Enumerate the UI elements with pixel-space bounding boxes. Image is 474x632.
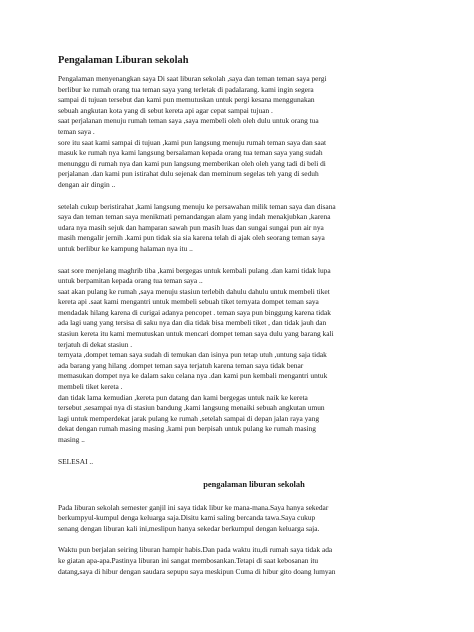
text-line: tersebut ,sesampai nya di stasiun bandung ,kami langsung menaiki sebuah angkutan umun [58,403,325,413]
text-line: berlibur ke rumah orang tua teman saya yang terletak di padalarang. kami ingin segera [58,84,314,94]
text-line: sebuah angkutan kota yang di sebut kereta api agar cepat sampai tujuan . [58,105,273,115]
text-line: terjatuh di dekat stasiun . [58,339,133,349]
text-line: saat perjalanan menuju rumah teman saya ,saya membeli oleh oleh dulu untuk orang tua [58,116,319,126]
story-section-2 [58,503,450,578]
text-line: mendadak hilang karena di curigai adanya pencopet . teman saya pun binggung karena tidak [58,307,331,317]
text-line: ternyata ,dompet teman saya sudah di temukan dan isinya pun tetap utuh ,untung saja tidak [58,350,327,360]
text-line: Waktu pun berjalan seiring liburan hampir habis.Dan pada waktu itu,di rumah saya tidak ada [58,545,333,555]
paragraph [58,74,450,191]
text-line: ada lagi uang yang tersisa di saku nya dan dia tidak bisa membeli tiket , dan tidak jauh dan [58,318,327,328]
paragraph-block [58,503,450,535]
text-line: Pengalaman menyenangkan saya Di saat liburan sekolah ,saya dan teman teman saya pergi [58,74,327,83]
text-line: membeli tiket kereta . [58,382,123,392]
text-line: saya dan teman teman saya menikmati pemandangan alam yang indah menakjubkan ,karena [58,212,331,222]
document-page [58,54,450,588]
second-title: pengalaman liburan sekolah [203,479,305,489]
paragraph-block [58,266,450,446]
text-line: berkumpyul-kumpul denga keluarga saja.Disitu kami saling bercanda tawa.Saya cukup [58,513,316,523]
text-line: memasukan dompet nya ke dalam saku celana nya .dan kami pun kembali mengantri untuk [58,371,328,381]
text-line: untuk berpamitan kepada orang tua teman saya .. [58,276,203,286]
paragraph [58,545,450,577]
text-line: datang,saya di hibur dengan saudara sepupu saya meskipun Cuma di hibur gito doang lumyan [58,566,336,576]
text-line: dan tidak lama kemudian ,kereta pun datang dan kami bergegas untuk naik ke kereta [58,392,308,402]
story-section-1 [58,74,450,446]
text-line: masuk ke rumah nya kami langsung bersalaman kepada orang tua teman saya yang sudah [58,148,323,158]
text-line: untuk berlibur ke kampung halaman nya itu .. [58,243,193,253]
paragraph [58,266,450,446]
text-line: udara nya masih sejuk dan hamparan sawah pun masih luas dan sungai sungai pun air nya [58,222,324,232]
text-line: sore itu saat kami sampai di tujuan ,kami pun langsung menuju rumah teman saya dan saat [58,137,327,147]
text-line: senang dengan liburan kali ini,meslipun hanya sekedar berkumpul dengan keluarga saja. [58,523,320,533]
text-line: Pada liburan sekolah semester ganjil ini saya tidak libur ke mana-mana.Saya hanya sekedar [58,502,329,512]
text-line: masing .. [58,435,85,444]
text-line: saat sore menjelang maghrib tiba ,kami bergegas untuk kembali pulang .dan kami tidak lupa [58,265,331,275]
text-line: masih mengalir jernih .kami pun tidak sia sia karena telah di ajak oleh seorang teman saya [58,233,325,243]
text-line: setelah cukup beristirahat ,kami langsung menuju ke persawahan milik teman saya dan disana [58,201,336,211]
selesai-text: SELESAI .. [58,456,94,466]
text-line: teman saya . [58,126,95,136]
text-line: sampai di tujuan tersebut dan kami pun memutuskan untuk pergi kesana menggunakan [58,95,315,105]
text-line: perjalanan .dan kami pun istirahat dulu sejenak dan meminum segelas teh yang di seduh [58,169,319,179]
paragraph-block [58,74,450,191]
text-line: ke giatan apa-apa.Pastinya liburan ini sangat membosankan.Tetapi di saat kebosanan itu [58,555,319,565]
paragraph [58,503,450,535]
text-line: stasiun kereta itu kami memutuskan untuk mencari dompet teman saya dulu yang barang kali [58,329,334,339]
text-line: kereta api .saat kami mengantri untuk membeli sebuah tiket ternyata dompet teman saya [58,297,319,307]
text-line: lagi untuk memperdekat jarak pulang ke rumah ,setelah sampai di depan jalan raya yang [58,413,320,423]
document-title: Pengalaman Liburan sekolah [58,55,189,66]
paragraph-block [58,545,450,577]
text-line: dengan air dingin .. [58,179,116,189]
text-line: menunggu di rumah nya dan kami pun langsung memberikan oleh oleh yang tadi di beli di [58,158,326,168]
text-line: ada barang yang hilang .dompet teman saya terjatuh karena teman saya tidak benar [58,360,304,370]
paragraph-block [58,202,450,255]
text-line: saat akan pulang ke rumah ,saya menuju stasiun terlebih dahulu dahulu untuk membeli tiket [58,286,330,296]
paragraph [58,202,450,255]
text-line: dekat dengan rumah masing masing ,kami pun berpisah untuk pulang ke rumah masing [58,424,317,434]
